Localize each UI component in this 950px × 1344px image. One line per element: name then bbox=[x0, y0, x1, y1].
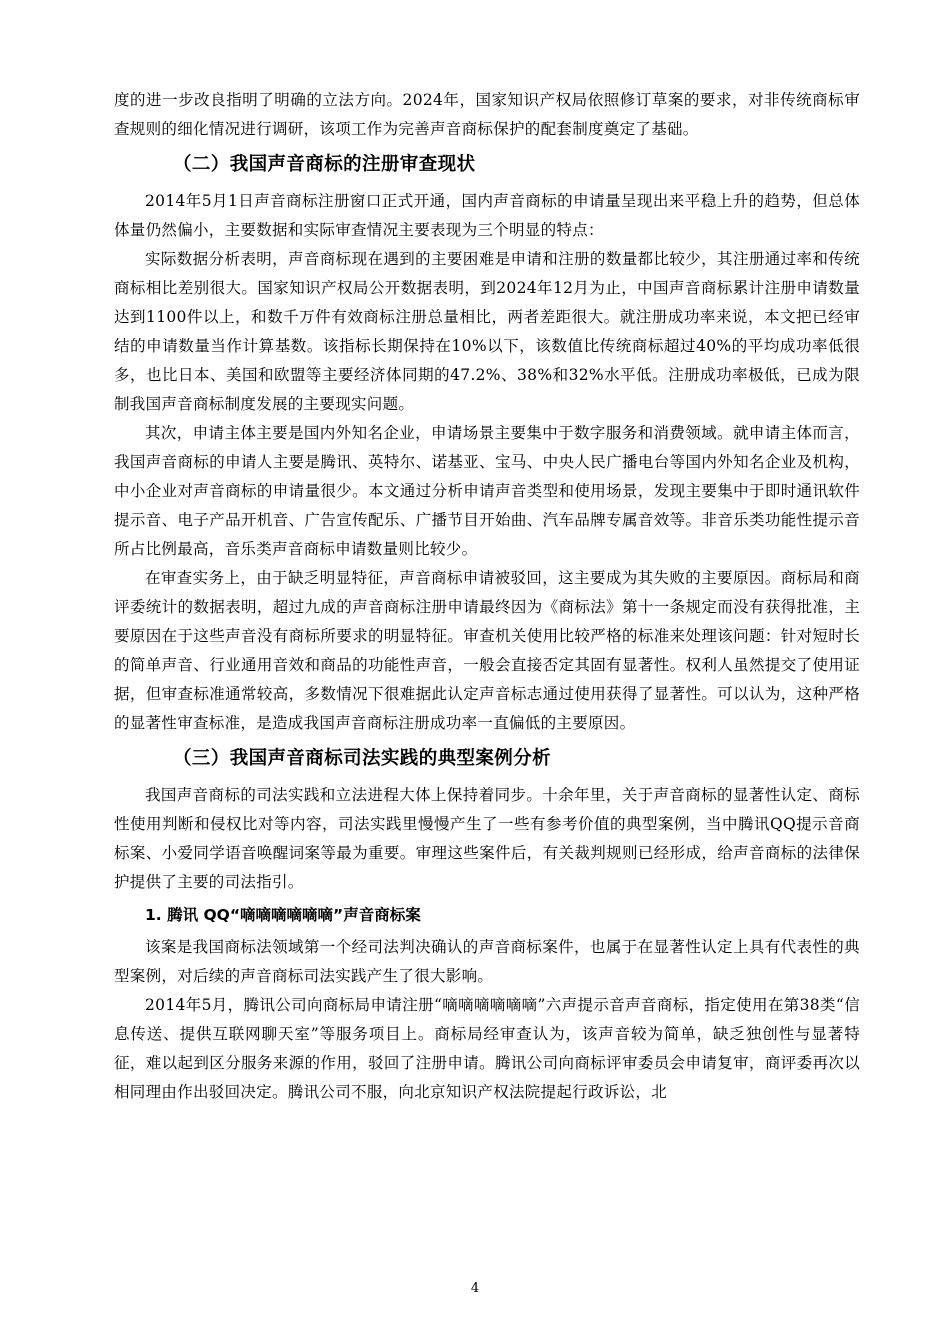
subsection-heading-tencent-qq-case: 1. 腾讯 QQ“嘀嘀嘀嘀嘀嘀”声音商标案 bbox=[145, 906, 421, 924]
page-body bbox=[114, 86, 860, 1107]
paragraph: 该案是我国商标法领域第一个经司法判决确认的声音商标案件，也属于在显著性认定上具有代表性的典型案例，对后续的声音商标司法实践产生了很大影响。 bbox=[114, 938, 860, 985]
paragraph: 我国声音商标的司法实践和立法进程大体上保持着同步。十余年里，关于声音商标的显著性认定、商标性使用判断和侵权比对等内容，司法实践里慢慢产生了一些有参考价值的典型案例，当中腾讯QQ提示音商标案、小爱同学语音唤醒词案等最为重要。审理这些案件后，有关裁判规则已经形成，给声音商标的法律保护提供了主要的司法指引。 bbox=[114, 786, 860, 891]
section-heading-judicial-cases: （三）我国声音商标司法实践的典型案例分析 bbox=[173, 748, 552, 769]
paragraph: 2014年5月，腾讯公司向商标局申请注册“嘀嘀嘀嘀嘀嘀”六声提示音声音商标，指定使用在第38类“信息传送、提供互联网聊天室”等服务项目上。商标局经审查认为，该声音较为简单，缺乏独创性与显著特征，难以起到区分服务来源的作用，驳回了注册申请。腾讯公司向商标评审委员会申请复审，商评委再次以相同理由作出驳回决定。腾讯公司不服，向北京知识产权法院提起行政诉讼，北 bbox=[114, 996, 860, 1101]
paragraph-continued: 度的进一步改良指明了明确的立法方向。2024年，国家知识产权局依照修订草案的要求，对非传统商标审查规则的细化情况进行调研，该项工作为完善声音商标保护的配套制度奠定了基础。 bbox=[114, 91, 860, 138]
page-number: 4 bbox=[470, 1281, 480, 1296]
section-heading-registration-review: （二）我国声音商标的注册审查现状 bbox=[173, 154, 476, 175]
paragraph: 2014年5月1日声音商标注册窗口正式开通，国内声音商标的申请量呈现出来平稳上升的趋势，但总体体量仍然偏小，主要数据和实际审查情况主要表现为三个明显的特点： bbox=[114, 192, 860, 239]
paragraph: 实际数据分析表明，声音商标现在遇到的主要困难是申请和注册的数量都比较少，其注册通过率和传统商标相比差别很大。国家知识产权局公开数据表明，到2024年12月为止，中国声音商标累计注册申请数量达到1100件以上，和数千万件有效商标注册总量相比，两者差距很大。就注册成功率来说，本文把已经审结的申请数量当作计算基数。该指标长期保持在10%以下，该数值比传统商标超过40%的平均成功率低很多，也比日本、美国和欧盟等主要经济体同期的47.2%、38%和32%水平低。注册成功率极低，已成为限制我国声音商标制度发展的主要现实问题。 bbox=[114, 250, 860, 413]
paragraph: 在审查实务上，由于缺乏明显特征，声音商标申请被驳回，这主要成为其失败的主要原因。商标局和商评委统计的数据表明，超过九成的声音商标注册申请最终因为《商标法》第十一条规定而没有获得批准，主要原因在于这些声音没有商标所要求的明显特征。审查机关使用比较严格的标准来处理该问题：针对短时长的简单声音、行业通用音效和商品的功能性声音，一般会直接否定其固有显著性。权利人虽然提交了使用证据，但审查标准通常较高，多数情况下很难据此认定声音标志通过使用获得了显著性。可以认为，这种严格的显著性审查标准，是造成我国声音商标注册成功率一直偏低的主要原因。 bbox=[114, 569, 860, 732]
paragraph: 其次，申请主体主要是国内外知名企业，申请场景主要集中于数字服务和消费领域。就申请主体而言，我国声音商标的申请人主要是腾讯、英特尔、诺基亚、宝马、中央人民广播电台等国内外知名企业及机构，中小企业对声音商标的申请量很少。本文通过分析申请声音类型和使用场景，发现主要集中于即时通讯软件提示音、电子产品开机音、广告宣传配乐、广播节目开始曲、汽车品牌专属音效等。非音乐类功能性提示音所占比例最高，音乐类声音商标申请数量则比较少。 bbox=[114, 424, 860, 558]
